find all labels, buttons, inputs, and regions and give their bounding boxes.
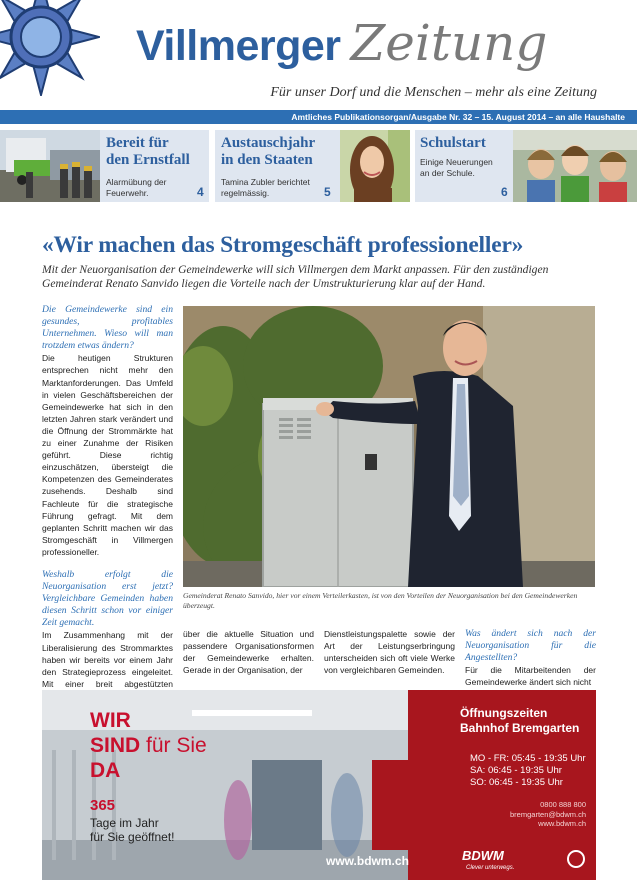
ad-slogan-line3: DA — [90, 759, 121, 782]
teaser-title: Austauschjahr in den Staaten — [221, 135, 316, 168]
article-text: über die aktuelle Situation und passendere Organisationsformen der Gemeindewerke erhalten. Gerade in der Organisation, der — [183, 629, 314, 676]
title-zeitung: Zeitung — [350, 14, 548, 72]
ad-days-number: 365 — [90, 797, 116, 814]
teaser-title: Bereit für den Ernstfall — [106, 135, 190, 168]
interview-answer: Die heutigen Strukturen entsprechen nicht mehr den Marktanforderungen. Das Umfeld in vielen Geschäftsbereichen der Gemeindewerke hat sich in den letzten Jahren stark verändert und die Öffnung der Strommärkte hat zu einer Zunahme der Risiken geführt. Diese richtig einzuschätzen, übersteigt die Kompetenzen des Gemeinderates zusehends. Deshalb sind Fachleute für die strategische Führung gefragt. Mit dem geplanten Schritt machen wir das Stromgeschäft in Villmergen professioneller. — [42, 353, 173, 557]
article-column-4 — [465, 628, 596, 688]
fire-brigade-photo — [0, 130, 100, 202]
teaser-subtitle: Tamina Zubler berichtet regelmässig. — [221, 177, 310, 198]
slogan: Für unser Dorf und die Menschen – mehr als eine Zeitung — [270, 85, 597, 100]
teaser-subtitle: Einige Neuerungen an der Schule. — [420, 157, 493, 178]
issue-info-bar: Amtliches Publikationsorgan/Ausgabe Nr. 32 – 15. August 2014 – an alle Haushalte — [0, 110, 637, 124]
ad-phone: 0800 888 800 — [540, 800, 586, 809]
interview-question: Weshalb erfolgt die Neuorganisation erst jetzt? Vergleichbare Gemeinden haben diesen Schritt schon vor einiger Zeit gemacht. — [42, 568, 173, 629]
article-lead: Mit der Neuorganisation der Gemeindewerke will sich Villmergen dem Markt anpassen. Für den zuständigen Gemeinderat Renato Sanvido liegen die Vorteile nach der Umstrukturierung klar auf der Hand. — [42, 263, 549, 290]
teaser-page-number: 5 — [324, 185, 331, 199]
ad-web-small[interactable]: www.bdwm.ch — [538, 819, 586, 828]
photo-caption: Gemeinderat Renato Sanvido, hier vor einem Verteilerkasten, ist von den Vorteilen der Neuorganisation bei den Gemeindewerken überzeugt. — [183, 591, 578, 610]
village-coat-of-arms-logo — [0, 0, 100, 96]
bdwm-tagline: Clever unterwegs. — [466, 865, 515, 871]
teaser-school-start[interactable] — [415, 130, 637, 202]
interview-answer: Für die Mitarbeitenden der Gemeindewerke ändert sich nicht — [465, 665, 596, 688]
teaser-fire-drill[interactable] — [0, 130, 209, 202]
ad-slogan-line1: WIR — [90, 709, 131, 732]
ad-hours-weekday: MO - FR: 05:45 - 19:35 Uhr — [470, 753, 586, 764]
bdwm-advertisement[interactable] — [42, 690, 596, 880]
student-portrait-photo — [340, 130, 410, 202]
teaser-page-number: 4 — [197, 185, 204, 199]
ad-hours-sunday: SO: 06:45 - 19:35 Uhr — [470, 777, 563, 788]
ad-slogan — [90, 708, 207, 783]
ad-slogan-line2: SIND für Sie — [90, 734, 207, 757]
interview-answer: Im Zusammenhang mit der Liberalisierung des Strommarktes haben wir bereits vor einem Jahr den Strategieprozess eingeleitet. Mit einer breit abgestützten — [42, 630, 173, 689]
councillor-photo — [183, 306, 595, 587]
ad-website-link[interactable]: www.bdwm.ch — [326, 854, 409, 868]
article-column-1 — [42, 304, 173, 702]
ad-contact — [510, 800, 586, 829]
ad-email[interactable]: bremgarten@bdwm.ch — [510, 809, 586, 819]
newspaper-title — [136, 14, 547, 84]
article-headline: «Wir machen das Stromgeschäft professioneller» — [42, 232, 524, 258]
teaser-exchange-year[interactable] — [215, 130, 410, 202]
article-column-3 — [324, 628, 455, 676]
interview-question: Die Gemeindewerke sind ein gesundes, profitables Unternehmen. Wieso will man trotzdem etwas ändern? — [42, 304, 173, 352]
ad-hours-saturday: SA: 06:45 - 19:35 Uhr — [470, 765, 562, 776]
teaser-page-number: 6 — [501, 185, 508, 199]
title-villmerger: Villmerger — [136, 22, 341, 70]
interview-question: Was ändert sich nach der Neuorganisation für die Angestellten? — [465, 628, 596, 664]
school-children-photo — [513, 130, 637, 202]
partner-logo-icon — [567, 850, 585, 868]
teaser-subtitle: Alarmübung der Feuerwehr. — [106, 177, 167, 198]
article-text: Dienstleistungspalette sowie der Art der Leistungserbringung unterscheiden sich oft viele Werke von vergleichbaren Gemeinden. — [324, 629, 455, 676]
ad-days-text: Tage im Jahr für Sie geöffnet! — [90, 816, 175, 844]
ad-hours-list — [470, 753, 586, 789]
article-column-2 — [183, 628, 314, 676]
ad-hours-title: Öffnungszeiten Bahnhof Bremgarten — [460, 706, 580, 735]
teaser-title: Schulstart — [420, 135, 486, 151]
bdwm-logo: BDWM — [462, 848, 504, 863]
